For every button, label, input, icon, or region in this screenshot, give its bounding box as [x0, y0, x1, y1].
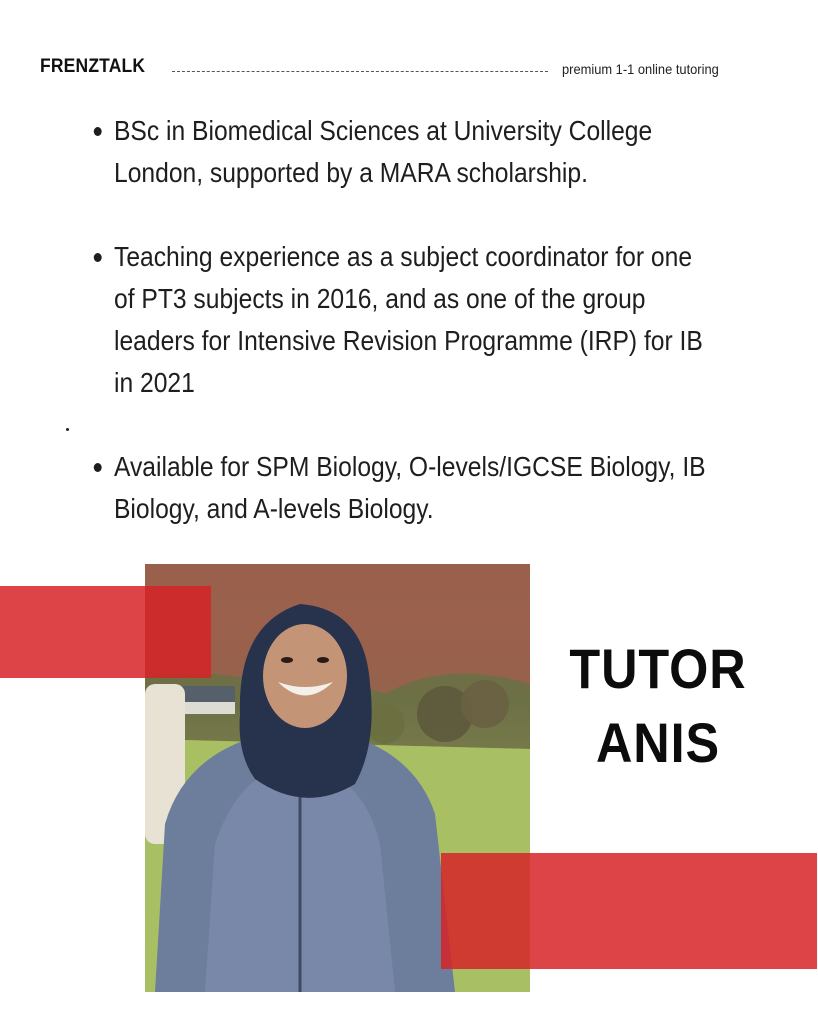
- tutor-name-line1: TUTOR: [569, 637, 747, 700]
- list-item: Available for SPM Biology, O-levels/IGCSE Biology, IB Biology, and A-levels Biology.: [92, 446, 712, 530]
- tagline: premium 1-1 online tutoring: [562, 61, 719, 77]
- tutor-name-line2: ANIS: [595, 711, 721, 774]
- list-item: BSc in Biomedical Sciences at University College London, supported by a MARA scholarship.: [92, 110, 712, 194]
- tutor-name: [552, 632, 764, 780]
- header: [40, 56, 760, 84]
- header-divider: [172, 71, 548, 72]
- accent-block-left: [0, 586, 211, 678]
- brand-name: FRENZTALK: [40, 56, 146, 77]
- stray-dot: [66, 428, 69, 431]
- list-item: Teaching experience as a subject coordinator for one of PT3 subjects in 2016, and as one of the group leaders for Intensive Revision Programme (IRP) for IB in 2021: [92, 236, 712, 404]
- accent-block-right: [441, 853, 817, 969]
